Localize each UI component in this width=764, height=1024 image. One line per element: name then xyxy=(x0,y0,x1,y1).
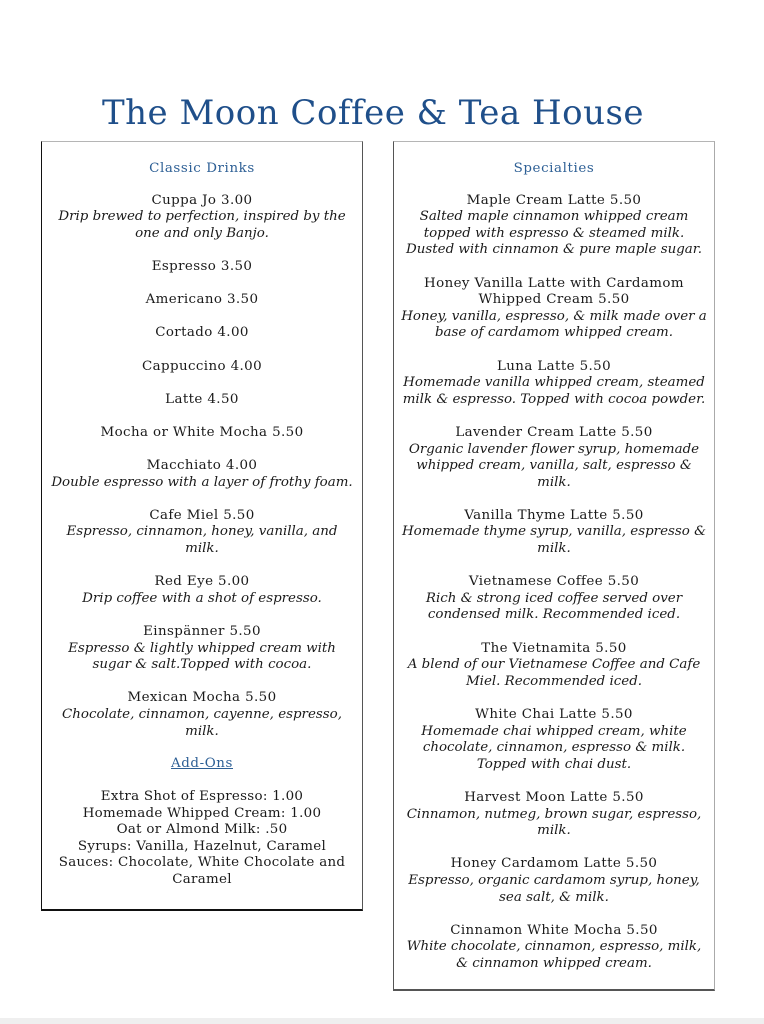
item-name: Einspänner 5.50 xyxy=(143,624,261,640)
item-name: Lavender Cream Latte 5.50 xyxy=(455,424,653,440)
addon-line: Extra Shot of Espresso: 1.00 xyxy=(100,788,304,804)
item-name: Vietnamese Coffee 5.50 xyxy=(468,574,640,590)
menu-item xyxy=(394,707,714,773)
menu-item xyxy=(42,508,362,558)
item-description: Espresso, organic cardamom syrup, honey, sea salt, & milk. xyxy=(408,872,700,905)
item-description: Drip coffee with a shot of espresso. xyxy=(82,590,322,606)
item-name: Cuppa Jo 3.00 xyxy=(151,192,253,208)
item-name: The Vietnamita 5.50 xyxy=(481,640,627,656)
item-description: Homemade vanilla whipped cream, steamed milk & espresso. Topped with cocoa powder. xyxy=(402,375,706,407)
item-description: Organic lavender flower syrup, homemade whipped cream, vanilla, salt, espresso & milk. xyxy=(408,441,700,490)
menu-item xyxy=(394,856,714,906)
menu-item xyxy=(42,359,362,376)
menu-item xyxy=(394,641,714,691)
menu-item xyxy=(394,790,714,840)
page-title: The Moon Coffee & Tea House xyxy=(101,92,645,133)
menu-item xyxy=(394,359,714,409)
item-description: Rich & strong iced coffee served over condensed milk. Recommended iced. xyxy=(425,590,683,623)
item-name: Cafe Miel 5.50 xyxy=(149,507,255,523)
item-name: Cortado 4.00 xyxy=(155,325,249,341)
menu-item xyxy=(394,508,714,558)
menu-item xyxy=(42,458,362,491)
item-name: Macchiato 4.00 xyxy=(146,458,258,474)
item-description: Honey, vanilla, espresso, & milk made over a base of cardamom whipped cream. xyxy=(401,308,707,341)
menu-item xyxy=(42,325,362,342)
specialties-panel xyxy=(393,141,715,991)
menu-item xyxy=(394,276,714,342)
menu-item xyxy=(42,690,362,740)
addon-line: Sauces: Chocolate, White Chocolate and Caramel xyxy=(58,855,346,887)
item-name: White Chai Latte 5.50 xyxy=(475,707,633,722)
item-name: Honey Cardamom Latte 5.50 xyxy=(450,856,658,872)
item-description: Double espresso with a layer of frothy foam. xyxy=(51,474,353,490)
item-description: Espresso & lightly whipped cream with sugar & salt.Topped with cocoa. xyxy=(68,640,336,673)
item-description: Drip brewed to perfection, inspired by the one and only Banjo. xyxy=(58,209,346,241)
item-description: Espresso, cinnamon, honey, vanilla, and milk. xyxy=(66,524,338,557)
item-name: Espresso 3.50 xyxy=(151,258,253,274)
item-description: Chocolate, cinnamon, cayenne, espresso, milk. xyxy=(62,707,342,739)
item-name: Mocha or White Mocha 5.50 xyxy=(100,424,304,440)
item-name: Americano 3.50 xyxy=(145,292,259,308)
item-name: Cinnamon White Mocha 5.50 xyxy=(450,922,658,938)
menu-item xyxy=(42,392,362,409)
item-description: A blend of our Vietnamese Coffee and Cafe Miel. Recommended iced. xyxy=(407,657,701,689)
item-name: Cappuccino 4.00 xyxy=(141,358,263,374)
item-description: White chocolate, cinnamon, espresso, milk, & cinnamon whipped cream. xyxy=(406,939,702,971)
specialties-heading: Specialties xyxy=(513,161,595,176)
menu-item xyxy=(42,574,362,607)
item-name: Mexican Mocha 5.50 xyxy=(127,690,277,706)
item-name: Luna Latte 5.50 xyxy=(496,358,611,374)
item-name: Latte 4.50 xyxy=(165,391,239,407)
menu-item xyxy=(42,292,362,309)
addons-heading-link[interactable]: Add-Ons xyxy=(170,755,233,771)
menu-item xyxy=(42,193,362,243)
item-name: Red Eye 5.00 xyxy=(154,574,250,590)
item-name: Honey Vanilla Latte with Cardamom Whipped Cream 5.50 xyxy=(424,275,684,308)
item-description: Homemade thyme syrup, vanilla, espresso & milk. xyxy=(402,524,706,557)
item-description: Homemade chai whipped cream, white chocolate, cinnamon, espresso & milk. Topped with chai dust. xyxy=(421,723,687,772)
menu-item xyxy=(42,259,362,276)
menu-item xyxy=(394,923,714,973)
classic-drinks-heading: Classic Drinks xyxy=(149,161,255,176)
menu-item xyxy=(394,193,714,259)
addon-line: Homemade Whipped Cream: 1.00 xyxy=(82,805,322,821)
item-description: Salted maple cinnamon whipped cream topped with espresso & steamed milk. Dusted with cinnamon & pure maple sugar. xyxy=(406,209,702,258)
addons-list xyxy=(42,789,362,889)
bottom-scroll-band xyxy=(0,1018,764,1024)
menu-item xyxy=(394,425,714,491)
item-name: Maple Cream Latte 5.50 xyxy=(466,192,642,208)
item-description: Cinnamon, nutmeg, brown sugar, espresso, milk. xyxy=(406,806,702,839)
item-name: Harvest Moon Latte 5.50 xyxy=(464,789,644,805)
menu-item xyxy=(42,624,362,674)
item-name: Vanilla Thyme Latte 5.50 xyxy=(464,507,644,523)
menu-item xyxy=(394,574,714,624)
addon-line: Oat or Almond Milk: .50 xyxy=(116,822,288,838)
menu-item xyxy=(42,425,362,442)
classic-drinks-panel xyxy=(41,141,363,911)
addon-line: Syrups: Vanilla, Hazelnut, Caramel xyxy=(77,838,327,854)
